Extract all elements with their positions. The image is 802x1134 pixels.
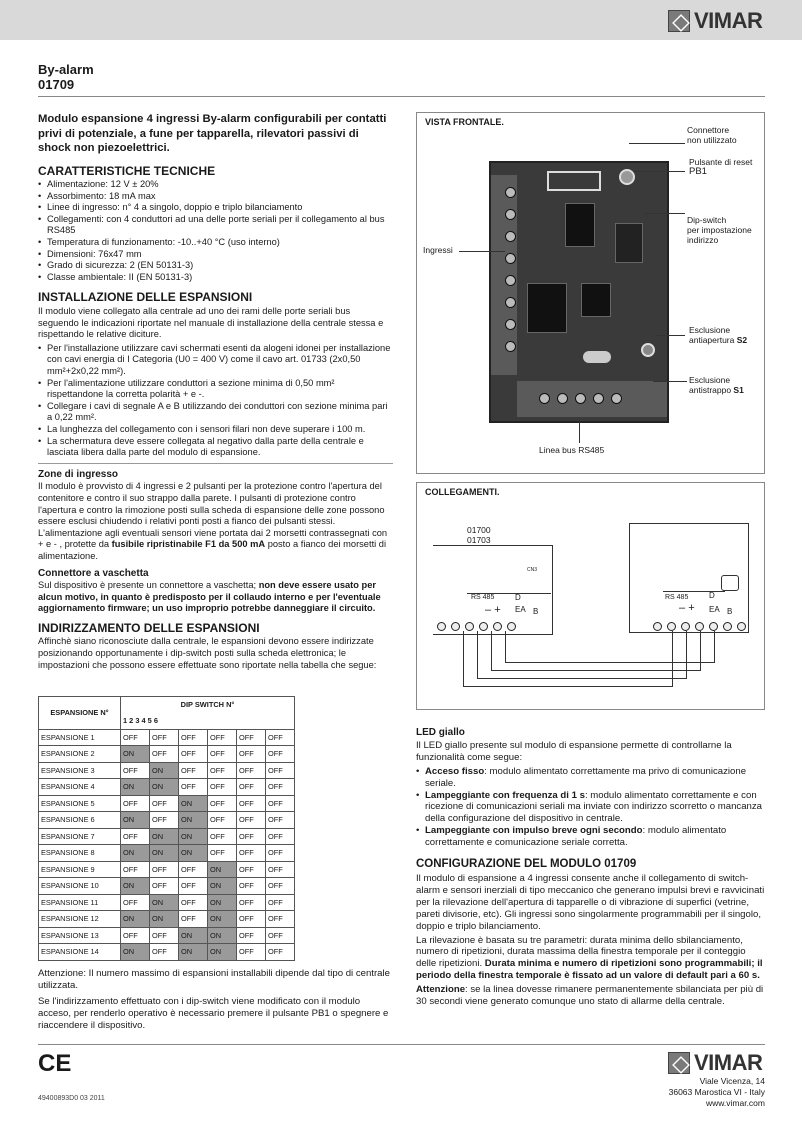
dip-cell: OFF <box>150 746 179 763</box>
dip-cell: ON <box>150 779 179 796</box>
dip-cell: OFF <box>237 812 266 829</box>
dip-cell: OFF <box>150 729 179 746</box>
terminal-screw <box>695 622 704 631</box>
dip-cell: OFF <box>237 878 266 895</box>
config-p2: La rilevazione è basata su tre parametri: durata minima dello sbilanciamento, numero di ripetizioni, durata massima della finestra temporale per il conteggio delle ripetizioni. Durata minima e numero di ripetizioni sono programmabili; il periodo della finestra temporale è fissato ad un valore di default pari a 60 s. <box>416 934 763 982</box>
expansion-name: ESPANSIONE 10 <box>39 878 121 895</box>
config-p1: Il modulo di espansione a 4 ingressi consente anche il collegamento di switch-alarm e sensori inerziali di tipo meccanico che generano impulsi brevi e ravvicinati per la rilevazione dell'apertura di tapparelle o di vibrazione di superfici (vetrine, pareti divisorie, etc). Gli ingressi sono singolarmente programmabili per il singolo, doppio e triplo bilanciamento. <box>416 872 765 932</box>
dip-cell: ON <box>179 927 208 944</box>
dip-cell: OFF <box>237 861 266 878</box>
dip-cell: OFF <box>208 845 237 862</box>
dip-cell: OFF <box>150 878 179 895</box>
dip-cell: ON <box>208 927 237 944</box>
dip-cell: OFF <box>208 779 237 796</box>
dip-cell: OFF <box>179 746 208 763</box>
expansion-name: ESPANSIONE 1 <box>39 729 121 746</box>
dip-cell: OFF <box>266 746 295 763</box>
terminal-screw <box>505 253 516 264</box>
dip-numbers: 1 2 3 4 5 6 <box>121 713 295 730</box>
table-row <box>39 779 295 796</box>
dip-cell: OFF <box>266 878 295 895</box>
table-row <box>39 927 295 944</box>
zones-text: Il modulo è provvisto di 4 ingressi e 2 pulsanti per la protezione contro l'apertura del contenitore e contro il suo strappo dalla parete. I pulsanti di protezione contro l'apertura e contro la rimozione posti sulla scheda di espansione delle zone possono essere esclusi chiudendo i relativi ponti posti a fianco dei pulsanti stessi. L'alimentazione agli eventuali sensori viene portata dai 2 morsetti contrassegnati con + e - , protette da fusibile ripristinabile F1 da 500 mA posto a fianco dei morsetti di alimentazione. <box>38 481 388 561</box>
list-item: • Lampeggiante con frequenza di 1 s: modulo alimentato correttamente e con ricezione di comunicazioni seriali ma inviate con indirizzo scorretto o mancanza della configurazione del dispositivo in centrale. <box>416 790 765 826</box>
expansion-name: ESPANSIONE 2 <box>39 746 121 763</box>
specs-heading: CARATTERISTICHE TECNICHE <box>38 163 216 178</box>
dip-cell: OFF <box>179 779 208 796</box>
dip-cell: ON <box>121 746 150 763</box>
list-item: • Collegamenti: con 4 conduttori ad una delle porte seriali per il collegamento al bus RS485 <box>38 214 393 237</box>
terminal-screw <box>465 622 474 631</box>
connections-label: COLLEGAMENTI. <box>425 487 500 497</box>
led-list <box>416 766 765 849</box>
terminal-screw <box>505 275 516 286</box>
terminal-screw <box>737 622 746 631</box>
footer-logo: VIMAR <box>668 1050 762 1076</box>
table-row <box>39 911 295 928</box>
vimar-logo-icon <box>668 10 690 32</box>
dip-cell: OFF <box>237 779 266 796</box>
dip-cell: ON <box>121 878 150 895</box>
led-icon <box>721 575 739 591</box>
dip-cell: ON <box>208 861 237 878</box>
terminal-screw <box>539 393 550 404</box>
expansion-name: ESPANSIONE 12 <box>39 911 121 928</box>
expansion-name: ESPANSIONE 7 <box>39 828 121 845</box>
list-item: • Dimensioni: 76x47 mm <box>38 249 393 261</box>
dip-cell: OFF <box>208 729 237 746</box>
dip-switch <box>615 223 643 263</box>
expansion-name: ESPANSIONE 13 <box>39 927 121 944</box>
terminal-screw <box>451 622 460 631</box>
list-item: • La lunghezza del collegamento con i sensori filari non deve superare i 100 m. <box>38 424 393 436</box>
dip-cell: OFF <box>150 861 179 878</box>
dip-cell: ON <box>150 828 179 845</box>
dip-cell: OFF <box>237 828 266 845</box>
pcb-board <box>489 161 669 423</box>
expansion-name: ESPANSIONE 6 <box>39 812 121 829</box>
dip-cell: ON <box>150 894 179 911</box>
dip-cell: OFF <box>150 812 179 829</box>
dip-cell: OFF <box>121 729 150 746</box>
list-item: • Grado di sicurezza: 2 (EN 50131-3) <box>38 260 393 272</box>
terminal-screw <box>505 231 516 242</box>
ce-mark: CE <box>38 1050 72 1077</box>
dip-cell: OFF <box>237 927 266 944</box>
led-text: Il LED giallo presente sul modulo di espansione permette di controllarne la funzionalità come segue: <box>416 739 732 763</box>
brand-logo <box>668 8 762 34</box>
callout-bus: Linea bus RS485 <box>539 445 605 455</box>
company-address: Viale Vicenza, 14 36063 Marostica VI - Italy www.vimar.com <box>668 1076 765 1108</box>
dip-cell: OFF <box>237 894 266 911</box>
terminal-screw <box>505 297 516 308</box>
install-heading: INSTALLAZIONE DELLE ESPANSIONI <box>38 290 253 305</box>
dip-cell: ON <box>179 795 208 812</box>
right-column <box>416 722 765 1010</box>
dip-cell: ON <box>121 845 150 862</box>
dip-cell: OFF <box>237 795 266 812</box>
terminal-screw <box>557 393 568 404</box>
dip-cell: OFF <box>179 911 208 928</box>
table-row <box>39 729 295 746</box>
dip-cell: OFF <box>121 927 150 944</box>
table-row <box>39 878 295 895</box>
list-item: • Per l'alimentazione utilizzare conduttori a sezione minima di 0,50 mm² rispettandone la corretta polarità + e -. <box>38 378 393 401</box>
callout-s1: Esclusione antistrappo S1 <box>689 375 744 395</box>
model-left: 01700 01703 <box>467 525 491 545</box>
terminal-screw <box>493 622 502 631</box>
terminal-screw <box>505 319 516 330</box>
terminal-screw <box>723 622 732 631</box>
doc-code: 49400893D0 03 2011 <box>38 1095 105 1102</box>
note-1: Attenzione: Il numero massimo di espansioni installabili dipende dal tipo di centrale utilizzata. <box>38 968 390 991</box>
callout-inputs: Ingressi <box>423 245 453 255</box>
dip-cell: OFF <box>179 729 208 746</box>
install-text: Il modulo viene collegato alla centrale ad uno dei rami delle porte seriali bus seguendo le indicazioni riportate nel manuale di installazione della centrale stessa e rispettando le relative diciture. <box>38 306 384 340</box>
specs-list <box>38 179 393 283</box>
list-item: • Collegare i cavi di segnale A e B utilizzando dei conduttori con sezione minima pari a 0,22 mm². <box>38 401 393 424</box>
expansion-name: ESPANSIONE 4 <box>39 779 121 796</box>
callout-reset: Pulsante di reset PB1 <box>689 157 753 177</box>
dip-cell: ON <box>121 944 150 961</box>
central-board <box>433 545 553 635</box>
dip-cell: OFF <box>121 828 150 845</box>
dip-cell: OFF <box>208 795 237 812</box>
table-row <box>39 828 295 845</box>
dip-cell: OFF <box>266 729 295 746</box>
dip-cell: OFF <box>121 894 150 911</box>
dip-cell: OFF <box>266 779 295 796</box>
table-header: DIP SWITCH N° <box>121 697 295 713</box>
callout-dip: Dip-switch per impostazione indirizzo <box>687 215 752 245</box>
dip-cell: OFF <box>266 845 295 862</box>
terminal-screw <box>593 393 604 404</box>
product-title: By-alarm <box>38 62 94 77</box>
config-p3: Attenzione: se la linea dovesse rimanere permanentemente sbilanciata per più di 30 secondi viene generato comunque uno stato di allarme della centrale. <box>416 984 764 1008</box>
dip-cell: OFF <box>150 927 179 944</box>
dip-cell: OFF <box>179 894 208 911</box>
dip-cell: OFF <box>121 762 150 779</box>
expansion-name: ESPANSIONE 14 <box>39 944 121 961</box>
vimar-logo-icon <box>668 1052 690 1074</box>
dip-cell: OFF <box>150 795 179 812</box>
table-row <box>39 845 295 862</box>
table-row <box>39 944 295 961</box>
config-heading: CONFIGURAZIONE DEL MODULO 01709 <box>416 858 637 871</box>
dip-cell: OFF <box>266 861 295 878</box>
install-list <box>38 343 393 459</box>
terminal-screw <box>575 393 586 404</box>
dip-cell: ON <box>179 944 208 961</box>
addressing-text: Affinchè siano riconosciute dalla centrale, le espansioni devono essere indirizzate posizionando opportunamente i dip-switch posti sulla scheda elettronica; le impostazioni che possono essere effettuate sono riportate nella tabella che segue: <box>38 636 377 670</box>
terminal-screw <box>507 622 516 631</box>
table-header: ESPANSIONE N° <box>39 697 121 730</box>
list-item: • Classe ambientale: II (EN 50131-3) <box>38 272 393 284</box>
dip-cell: ON <box>208 894 237 911</box>
list-item: • Lampeggiante con impulso breve ogni secondo: modulo alimentato correttamente e comunicazione seriale corretta. <box>416 825 765 849</box>
expansion-name: ESPANSIONE 5 <box>39 795 121 812</box>
terminal-screw <box>505 341 516 352</box>
terminal-screw <box>653 622 662 631</box>
left-column <box>38 112 393 673</box>
dip-cell: OFF <box>179 762 208 779</box>
front-view-box <box>416 112 765 474</box>
expansion-name: ESPANSIONE 11 <box>39 894 121 911</box>
dip-cell: ON <box>179 828 208 845</box>
intro-text: Modulo espansione 4 ingressi By-alarm configurabili per contatti privi di potenziale, a fune per tapparella, rilevatori passivi di shock non piezoelettrici. <box>38 113 387 154</box>
dip-cell: OFF <box>266 911 295 928</box>
terminal-screw <box>479 622 488 631</box>
dip-cell: OFF <box>266 927 295 944</box>
callout-connector: Connettore non utilizzato <box>687 125 737 145</box>
dip-cell: OFF <box>266 795 295 812</box>
table-row <box>39 762 295 779</box>
note-2: Se l'indirizzamento effettuato con i dip-switch viene modificato con il modulo acceso, per renderlo operativo è necessario premere il pulsante PB1 o spegnere e riaccendere il dispositivo. <box>38 996 389 1031</box>
dip-cell: ON <box>150 845 179 862</box>
dip-cell: OFF <box>237 762 266 779</box>
dip-cell: ON <box>150 911 179 928</box>
dip-cell: ON <box>208 944 237 961</box>
product-code: 01709 <box>38 77 75 92</box>
dip-cell: OFF <box>237 845 266 862</box>
dip-cell: ON <box>150 762 179 779</box>
callout-s2: Esclusione antiapertura S2 <box>689 325 748 345</box>
terminal-screw <box>437 622 446 631</box>
connector-heading: Connettore a vaschetta <box>38 567 149 579</box>
dip-cell: OFF <box>266 894 295 911</box>
led-heading: LED giallo <box>416 727 465 738</box>
dip-cell: OFF <box>121 861 150 878</box>
terminal-screw <box>681 622 690 631</box>
list-item: • Per l'installazione utilizzare cavi schermati esenti da alogeni idonei per installazione con cavi energia di I Categoria (U0 = 400 V) come il cavo art. 01733 (2x0,50 mm²+2x0,22 mm²). <box>38 343 393 378</box>
brand-name: VIMAR <box>694 8 763 33</box>
dip-cell: OFF <box>266 812 295 829</box>
table-row <box>39 861 295 878</box>
table-row <box>39 812 295 829</box>
dip-cell: OFF <box>179 878 208 895</box>
dip-cell: OFF <box>208 812 237 829</box>
dip-cell: ON <box>208 878 237 895</box>
expansion-name: ESPANSIONE 9 <box>39 861 121 878</box>
connector-text: Sul dispositivo è presente un connettore a vaschetta; non deve essere usato per alcun motivo, in quanto è predisposto per il collaudo interno e per l'eventuale aggiornamento firmware; un uso improprio potrebbe danneggiare il circuito. <box>38 580 381 614</box>
notes <box>38 968 393 1034</box>
list-item: • La schermatura deve essere collegata al negativo dalla parte della centrale e lasciata libera dalla parte del modulo di espansione. <box>38 436 393 459</box>
dip-cell: OFF <box>237 746 266 763</box>
dip-cell: OFF <box>266 762 295 779</box>
dip-cell: ON <box>208 911 237 928</box>
list-item: • Alimentazione: 12 V ± 20% <box>38 179 393 191</box>
footer-divider <box>38 1044 765 1045</box>
list-item: • Acceso fisso: modulo alimentato correttamente ma privo di comunicazione seriale. <box>416 766 765 790</box>
list-item: • Temperatura di funzionamento: -10..+40 °C (uso interno) <box>38 237 393 249</box>
dip-cell: OFF <box>237 911 266 928</box>
table-row <box>39 894 295 911</box>
dip-cell: OFF <box>208 828 237 845</box>
dip-switch-table <box>38 696 295 961</box>
terminal-screw <box>505 209 516 220</box>
list-item: • Assorbimento: 18 mA max <box>38 191 393 203</box>
dip-cell: OFF <box>208 746 237 763</box>
connections-box: COLLEGAMENTI. 01700 01703 CN3 RS 485 D – + EA B RS 485 D – + EA B <box>416 482 765 710</box>
front-view-label: VISTA FRONTALE. <box>425 117 504 127</box>
terminal-screw <box>667 622 676 631</box>
list-item: • Linee di ingresso: n° 4 a singolo, doppio e triplo bilanciamento <box>38 202 393 214</box>
addressing-heading: INDIRIZZAMENTO DELLE ESPANSIONI <box>38 620 260 635</box>
dip-cell: OFF <box>179 861 208 878</box>
expansion-name: ESPANSIONE 3 <box>39 762 121 779</box>
terminal-screw <box>505 187 516 198</box>
dip-cell: ON <box>179 845 208 862</box>
dip-cell: OFF <box>237 944 266 961</box>
dip-cell: OFF <box>266 944 295 961</box>
expansion-name: ESPANSIONE 8 <box>39 845 121 862</box>
dip-cell: OFF <box>121 795 150 812</box>
dip-cell: OFF <box>237 729 266 746</box>
dip-cell: ON <box>121 812 150 829</box>
dip-cell: OFF <box>266 828 295 845</box>
table-row <box>39 795 295 812</box>
dip-cell: ON <box>121 779 150 796</box>
dip-cell: ON <box>179 812 208 829</box>
divider <box>38 96 765 97</box>
table-row <box>39 746 295 763</box>
dip-cell: OFF <box>150 944 179 961</box>
zones-heading: Zone di ingresso <box>38 468 119 480</box>
terminal-screw <box>709 622 718 631</box>
terminal-screw <box>611 393 622 404</box>
dip-cell: OFF <box>208 762 237 779</box>
connector-header <box>547 171 601 191</box>
dip-cell: ON <box>121 911 150 928</box>
